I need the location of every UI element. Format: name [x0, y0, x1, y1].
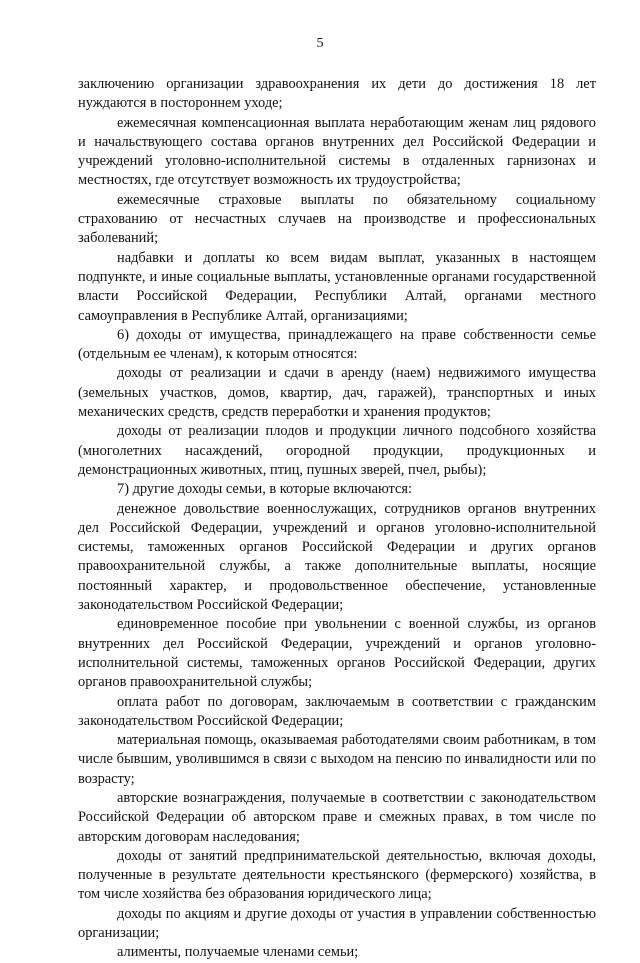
paragraph: денежное довольствие военнослужащих, сотрудников органов внутренних дел Российской Федерации, учреждений и органов уголовно-исполнительной системы, таможенных органов Российской Федерации и других органов правоохранительной службы, а также дополнительные выплаты, носящие постоянный характер, и продовольственное обеспечение, установленные законодательством Российской Федерации; [78, 500, 596, 614]
paragraph: ежемесячные страховые выплаты по обязательному социальному страхованию от несчастных случаев на производстве и профессиональных заболеваний; [78, 191, 596, 247]
paragraph: алименты, получаемые членами семьи; [117, 944, 359, 961]
paragraph: доходы от реализации и сдачи в аренду (наем) недвижимого имущества (земельных участков, домов, квартир, дач, гаражей), транспортных и иных механических средств, средств переработки и хранения продуктов; [78, 365, 596, 421]
paragraph: 7) другие доходы семьи, в которые включаются: [117, 481, 413, 498]
paragraph: авторские вознаграждения, получаемые в соответствии с законодательством Российской Федерации об авторском праве и смежных правах, в том числе по авторским договорам наследования; [78, 789, 596, 845]
paragraph: 6) доходы от имущества, принадлежащего на праве собственности семье (отдельным ее членам), к которым относятся: [78, 326, 596, 363]
document-body [78, 75, 596, 963]
paragraph: надбавки и доплаты ко всем видам выплат, указанных в настоящем подпункте, и иные социальные выплаты, установленные органами государственной власти Российской Федерации, Республики Алтай, органами местного самоуправления в Республике Алтай, организациями; [78, 249, 596, 324]
paragraph: единовременное пособие при увольнении с военной службы, из органов внутренних дел Российской Федерации, учреждений и органов уголовно-исполнительной системы, таможенных органов Российской Федерации, других органов правоохранительной службы; [78, 616, 596, 691]
paragraph: доходы по акциям и другие доходы от участия в управлении собственностью организации; [78, 905, 596, 942]
paragraph: ежемесячная компенсационная выплата неработающим женам лиц рядового и начальствующего состава органов внутренних дел Российской Федерации и учреждений уголовно-исполнительной системы в отдаленных гарнизонах и местностях, где отсутствует возможность их трудоустройства; [78, 114, 596, 189]
paragraph: доходы от занятий предпринимательской деятельностью, включая доходы, полученные в результате деятельности крестьянского (фермерского) хозяйства, в том числе хозяйства без образования юридического лица; [78, 847, 596, 903]
paragraph: оплата работ по договорам, заключаемым в соответствии с гражданским законодательством Российской Федерации; [78, 693, 596, 729]
page-number: 5 [316, 36, 324, 51]
paragraph: доходы от реализации плодов и продукции личного подсобного хозяйства (многолетних насаждений, огородной продукции, продукционных и демонстрационных животных, птиц, пушных зверей, пчел, рыбы); [78, 423, 596, 478]
paragraph: заключению организации здравоохранения их дети до достижения 18 лет нуждаются в постороннем уходе; [78, 76, 596, 112]
paragraph: материальная помощь, оказываемая работодателями своим работникам, в том числе бывшим, уволившимся в связи с выходом на пенсию по инвалидности или по возрасту; [78, 732, 596, 787]
